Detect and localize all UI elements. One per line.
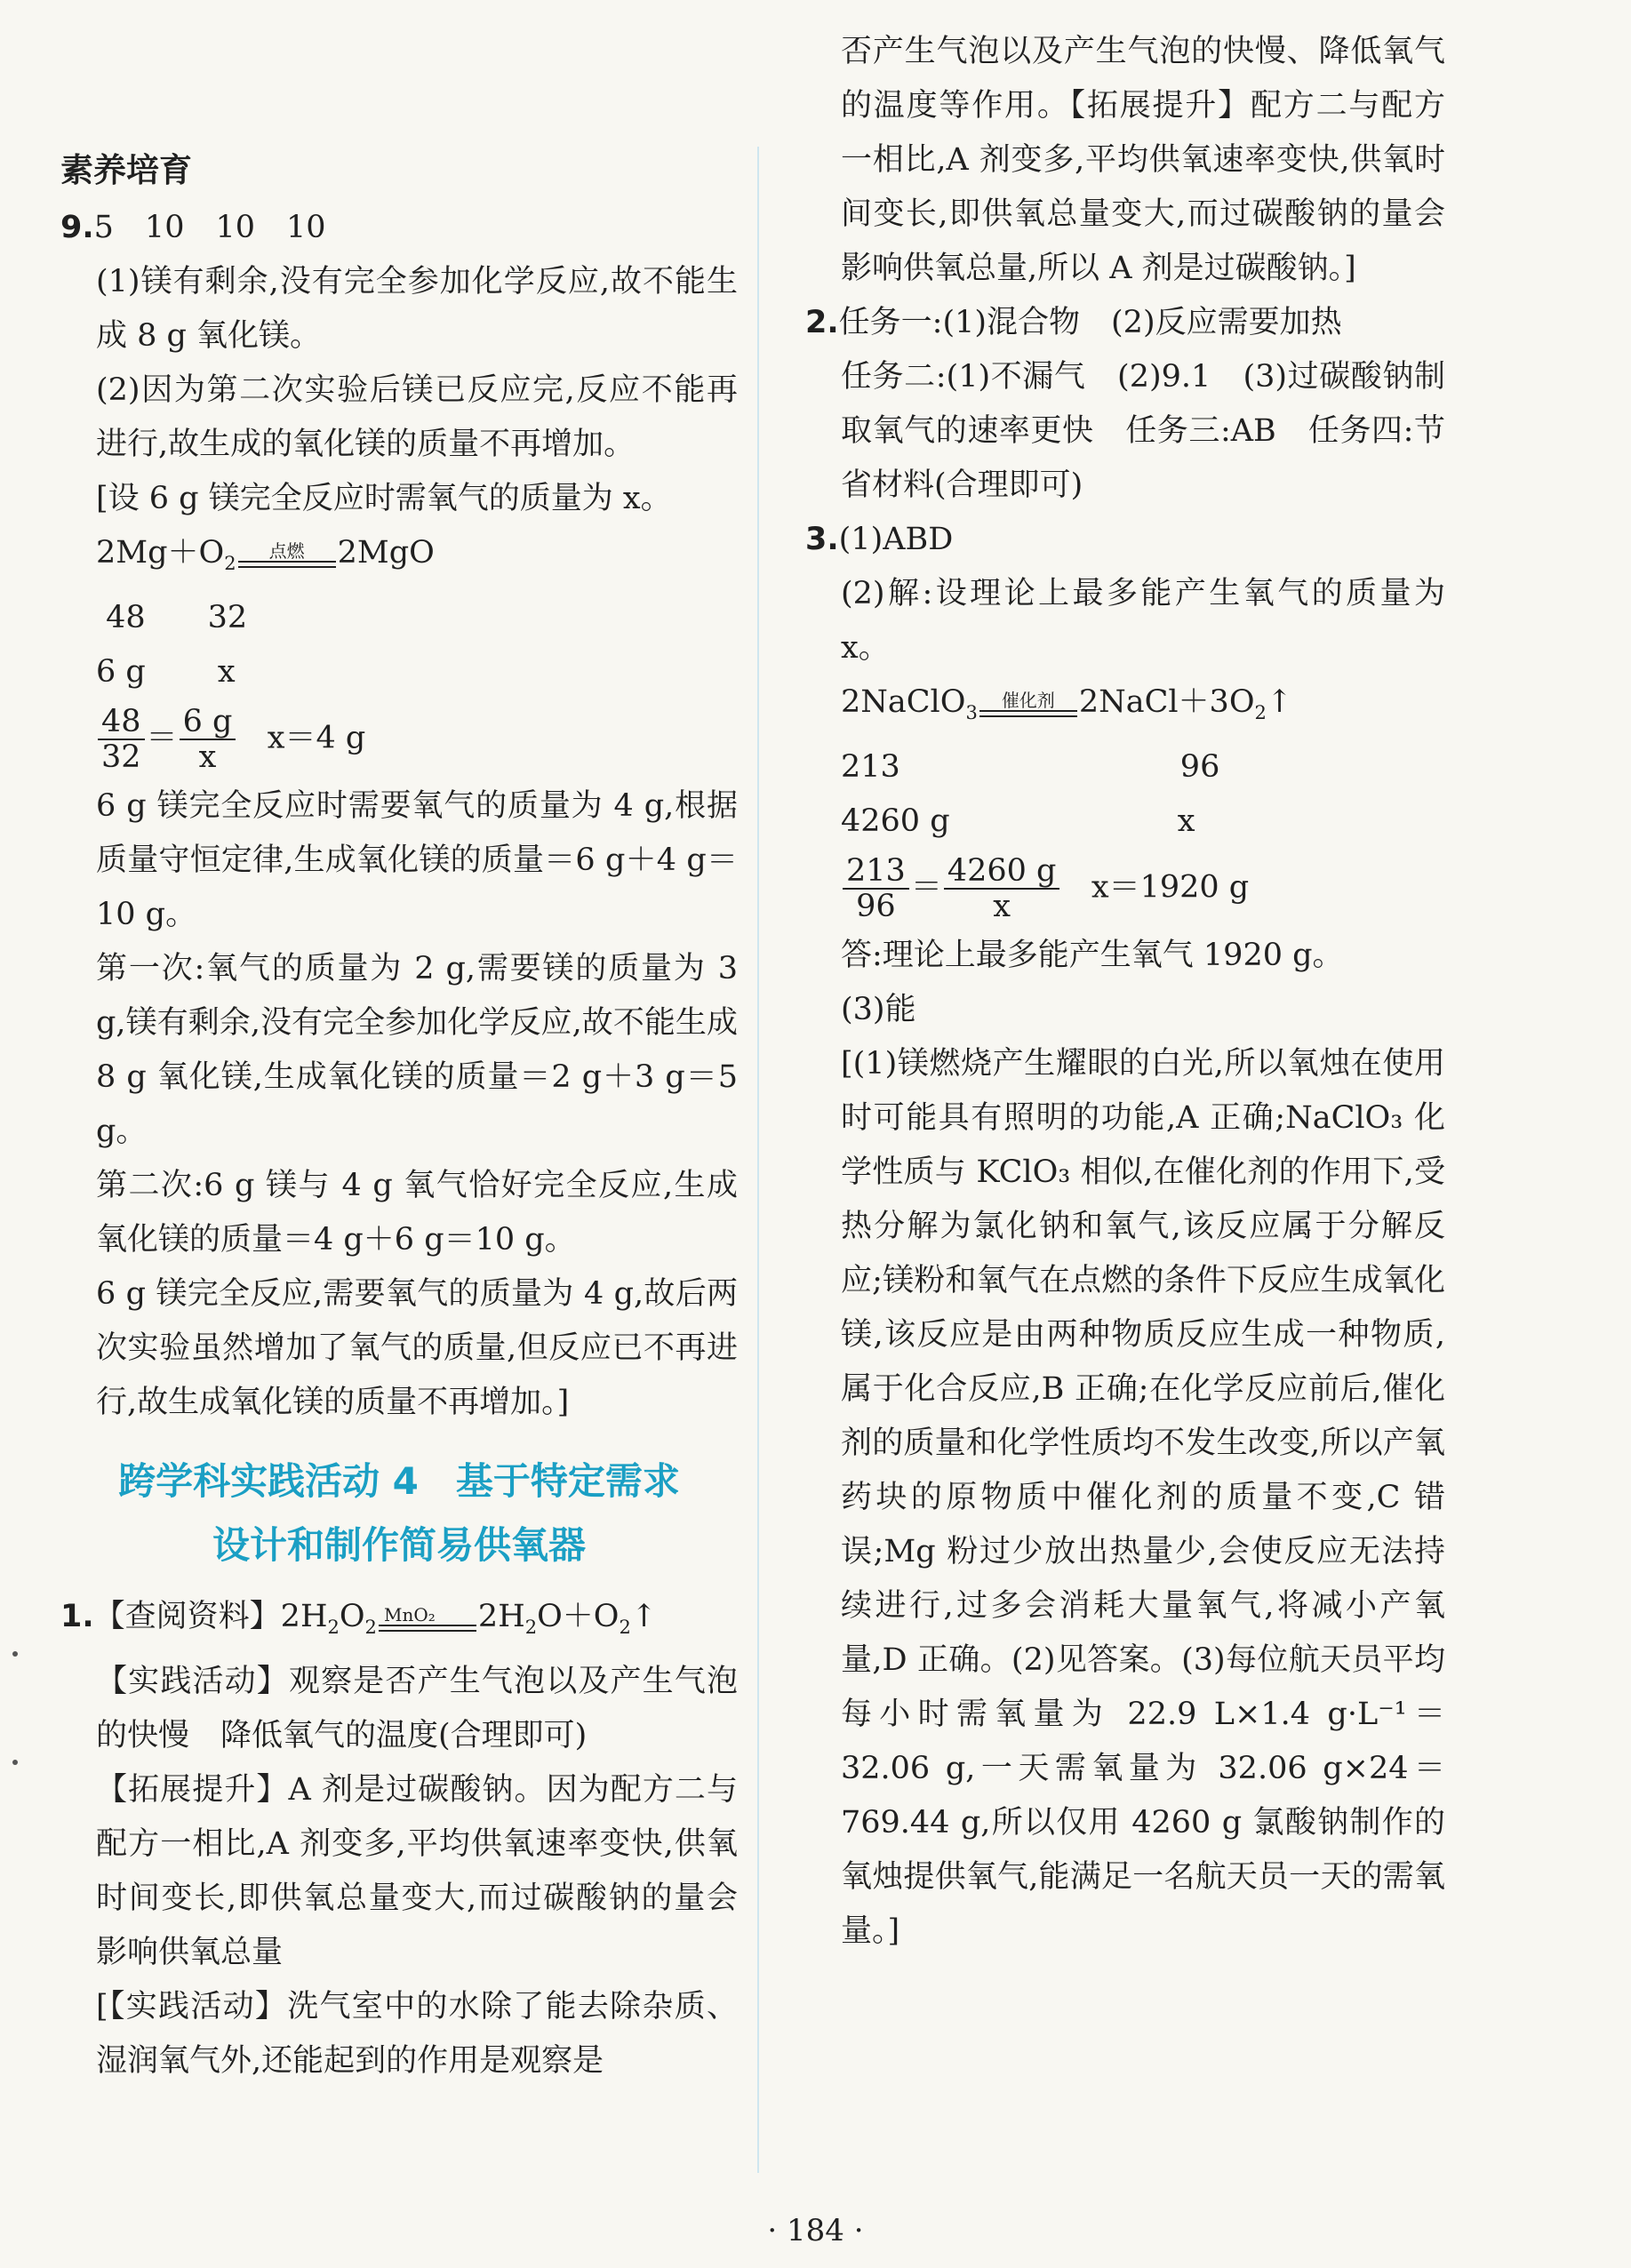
page-number: · 184 · <box>767 2213 864 2248</box>
subscript: 2 <box>327 1617 340 1638</box>
numerator: 4260 g <box>944 854 1060 890</box>
left-column <box>60 133 738 2088</box>
equation-products: 2MgO <box>337 535 435 571</box>
fraction <box>98 705 145 774</box>
equation-text: O <box>339 1599 365 1634</box>
question-number: 3. <box>805 522 839 557</box>
activity-title-line: 设计和制作简易供氧器 <box>212 1523 586 1567</box>
subscript: 2 <box>619 1617 631 1638</box>
explanation-paragraph: 6 g 镁完全反应,需要氧气的质量为 4 g,故后两次实验虽然增加了氧气的质量,但反应已不再进行,故生成氧化镁的质量不再增加。] <box>96 1276 738 1420</box>
explanation-paragraph: [【实践活动】洗气室中的水除了能去除杂质、湿润氧气外,还能起到的作用是观察是 <box>96 1989 738 2079</box>
equation-ratio-row: 213 96 <box>841 749 1220 785</box>
question-number: 2. <box>805 305 839 340</box>
answer-paragraph: (3)能 <box>841 992 916 1027</box>
proportion: $\frac{213}{96}$ ＝ $\frac{4260 g}{x}$ x＝1920 g <box>805 854 1445 923</box>
solution-intro: [设 6 g 镁完全反应时需氧气的质量为 x。 <box>96 481 672 516</box>
subscript: 2 <box>1254 702 1267 723</box>
answer-paragraph: (2)解:设理论上最多能产生氧气的质量为 x。 <box>841 576 1445 666</box>
denominator: 32 <box>101 739 141 775</box>
answer-paragraph: 【实践活动】观察是否产生气泡以及产生气泡的快慢 降低氧气的温度(合理即可) <box>96 1664 738 1753</box>
explanation-paragraph: [(1)镁燃烧产生耀眼的白光,所以氧烛在使用时可能具有照明的功能,A 正确;NaClO₃ 化学性质与 KClO₃ 相似,在催化剂的作用下,受热分解为氯化钠和氧气,该反应属于分解反应;镁粉和氧气在点燃的条件下反应生成氧化镁,该反应是由两种物质反应生成一种物质,属于化合反应,B 正确;在化学反应前后,催化剂的质量和化学性质均不发生改变,所以产氧药块的原物质中催化剂的质量不变,C 错误;Mg 粉过少放出热量少,会使反应无法持续进行,过多会消耗大量氧气,将减小产氧量,D 正确。(2)见答案。(3)每位航天员平均每小时需氧量为 22.9 L×1.4 g·L⁻¹＝32.06 g,一天需氧量为 32.06 g×24＝769.44 g,所以仅用 4260 g 氯酸钠制作的氧烛提供氧气,能满足一名航天员一天的需氧量。] <box>841 1046 1445 1949</box>
equation-mass-row: 4260 g x <box>841 803 1195 839</box>
question-9 <box>60 201 738 255</box>
result: x＝4 g <box>267 720 366 756</box>
equation-products: 2NaCl＋3O <box>1078 684 1255 720</box>
equals-bar <box>979 710 1077 717</box>
section-tag: 【查阅资料】 <box>93 1599 281 1634</box>
right-column <box>805 25 1445 1959</box>
question-3 <box>805 513 1445 567</box>
question-number: 9. <box>60 210 94 245</box>
subscript: 2 <box>524 1617 538 1638</box>
answer-paragraph: 任务二:(1)不漏气 (2)9.1 (3)过碳酸钠制取氧气的速率更快 任务三:AB 任务四:节省材料(合理即可) <box>841 359 1445 503</box>
activity-title-line: 跨学科实践活动 4 基于特定需求 <box>118 1459 680 1503</box>
equation-text: 2H <box>477 1599 525 1634</box>
answer-paragraph: 【拓展提升】A 剂是过碳酸钠。因为配方二与配方一相比,A 剂变多,平均供氧速率变快,供氧时间变长,即供氧总量变大,而过碳酸钠的量会影响供氧总量 <box>96 1772 738 1970</box>
chemical-equation <box>805 675 1445 740</box>
equation-text: 2H <box>280 1599 328 1634</box>
subscript: 3 <box>965 702 978 723</box>
subscript: 2 <box>224 553 236 574</box>
equation-reactants: 2Mg＋O <box>96 535 225 571</box>
numerator: 6 g <box>180 705 236 740</box>
question-number: 1. <box>60 1599 94 1634</box>
reaction-condition <box>238 541 336 568</box>
margin-mark <box>12 1760 18 1765</box>
section-title: 素养培育 <box>60 151 192 189</box>
fraction <box>843 854 909 923</box>
answer-text: 5 10 10 10 <box>93 210 326 245</box>
margin-mark <box>12 1651 18 1657</box>
activity-title <box>60 1449 738 1577</box>
answer-text: (1)ABD <box>838 522 954 557</box>
condition-label: 催化剂 <box>1001 689 1055 711</box>
fraction <box>944 854 1060 923</box>
gas-arrow-icon: ↑ <box>630 1599 658 1634</box>
equation-text: O＋O <box>537 1599 620 1634</box>
answer-paragraph: (2)因为第二次实验后镁已反应完,反应不能再进行,故生成的氧化镁的质量不再增加。 <box>96 372 738 462</box>
question-1 <box>60 1590 738 1655</box>
proportion: $\frac{48}{32}$ ＝ $\frac{6 g}{x}$ x＝4 g <box>60 705 738 774</box>
equation-mass-row: 6 g x <box>96 654 236 690</box>
explanation-paragraph: 否产生气泡以及产生气泡的快慢、降低氧气的温度等作用。【拓展提升】配方二与配方一相比,A 剂变多,平均供氧速率变快,供氧时间变长,即供氧总量变大,而过碳酸钠的量会影响供氧总量,所以 A 剂是过碳酸钠。] <box>841 34 1445 286</box>
denominator: x <box>198 739 217 775</box>
equals-bar <box>238 561 336 568</box>
denominator: 96 <box>856 889 896 924</box>
condition-label: MnO₂ <box>384 1603 436 1625</box>
condition-label: 点燃 <box>268 539 305 562</box>
answer-text: 任务一:(1)混合物 (2)反应需要加热 <box>838 305 1342 340</box>
question-2 <box>805 296 1445 350</box>
equation-reactants: 2NaClO <box>841 684 966 720</box>
explanation-paragraph: 第一次:氧气的质量为 2 g,需要镁的质量为 3 g,镁有剩余,没有完全参加化学反应,故不能生成 8 g 氧化镁,生成氧化镁的质量＝2 g＋3 g＝5 g。 <box>96 951 738 1149</box>
equation-ratio-row: 48 32 <box>96 600 248 635</box>
denominator: x <box>993 889 1011 924</box>
column-divider <box>757 147 759 2173</box>
fraction <box>180 705 236 774</box>
equals-bar <box>379 1625 476 1632</box>
reaction-condition <box>979 691 1077 717</box>
subscript: 2 <box>364 1617 377 1638</box>
result: x＝1920 g <box>1091 869 1250 906</box>
numerator: 48 <box>98 705 145 740</box>
explanation-paragraph: 第二次:6 g 镁与 4 g 氧气恰好完全反应,生成氧化镁的质量＝4 g＋6 g＝10 g。 <box>96 1168 738 1258</box>
reaction-condition <box>379 1605 476 1632</box>
answer-statement: 答:理论上最多能产生氧气 1920 g。 <box>841 938 1344 973</box>
explanation-paragraph: 6 g 镁完全反应时需要氧气的质量为 4 g,根据质量守恒定律,生成氧化镁的质量＝6 g＋4 g＝10 g。 <box>96 788 738 932</box>
numerator: 213 <box>843 854 909 890</box>
answer-paragraph: (1)镁有剩余,没有完全参加化学反应,故不能生成 8 g 氧化镁。 <box>96 264 738 354</box>
chemical-equation <box>60 526 738 591</box>
gas-arrow-icon: ↑ <box>1266 684 1293 720</box>
